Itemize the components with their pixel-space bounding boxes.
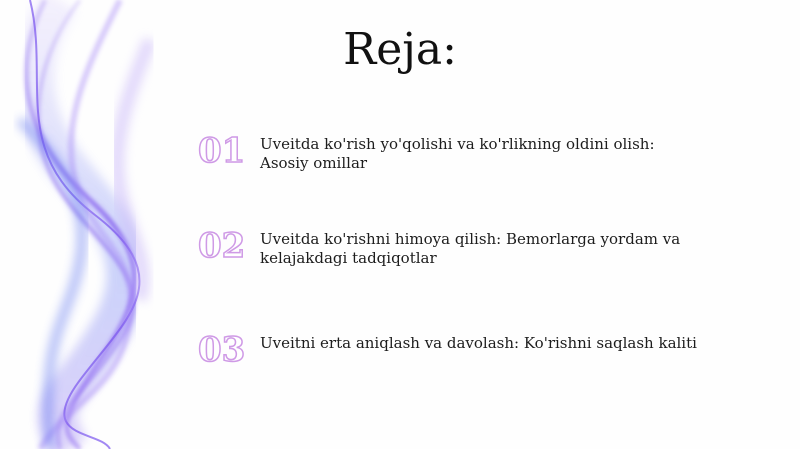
agenda-item (198, 330, 718, 390)
agenda-item (198, 226, 718, 286)
purple-smoke-ribbon-icon (0, 0, 200, 449)
agenda-number: 02 (198, 226, 246, 266)
agenda-text: Uveitda ko'rish yo'qolishi va ko'rlikning oldini olish: Asosiy omillar (260, 135, 655, 172)
agenda-number: 03 (198, 330, 246, 370)
agenda-number: 01 (198, 131, 246, 171)
agenda-text: Uveitda ko'rishni himoya qilish: Bemorlarga yordam va kelajakdagi tadqiqotlar (260, 230, 681, 267)
agenda-item (198, 131, 718, 191)
agenda-text: Uveitni erta aniqlash va davolash: Ko'rishni saqlash kaliti (260, 334, 697, 352)
slide-title: Reja: (343, 24, 457, 75)
